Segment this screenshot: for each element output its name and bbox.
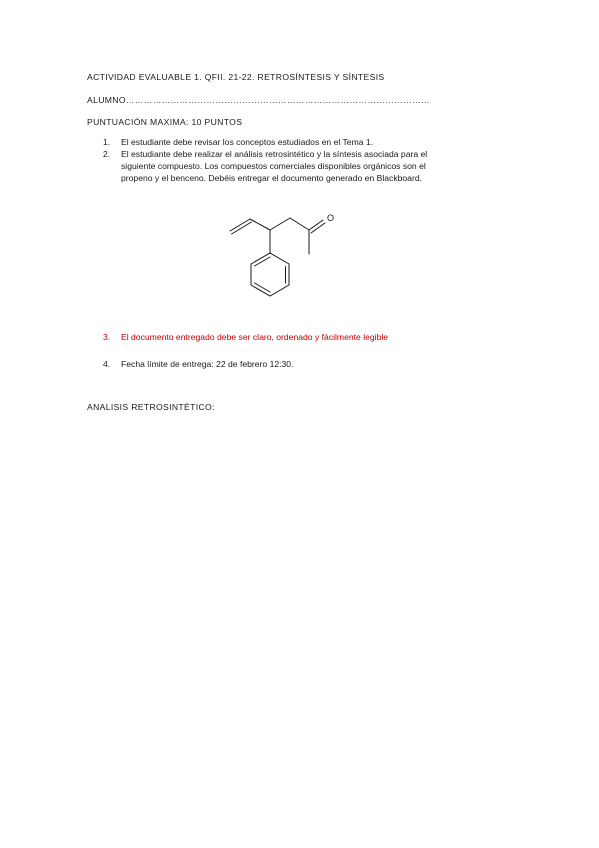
student-name-field: ALUMNO………………………………………………………………………………………… <box>87 95 430 105</box>
list-item-text: El estudiante debe revisar los conceptos estudiados en el Tema 1. <box>121 137 374 147</box>
chain-bond <box>290 218 309 230</box>
list-item-text: Fecha límite de entrega: 22 de febrero 12:30. <box>121 359 294 369</box>
oxygen-atom-label: O <box>327 213 335 223</box>
list-item-text: El estudiante debe realizar el análisis retrosintético y la síntesis asociada para el <box>121 149 428 159</box>
carbonyl-bond-inner <box>311 223 325 233</box>
benzene-inner-bond <box>255 257 271 266</box>
section-heading: ANALISIS RETROSINTÉTICO: <box>87 402 215 412</box>
list-item-text: El documento entregado debe ser claro, ordenado y fácilmente legible <box>121 332 389 342</box>
list-item-number: 4. <box>103 359 111 369</box>
list-item-text: siguiente compuesto. Los compuestos comerciales disponibles orgánicos son el <box>121 161 426 172</box>
list-item-text: propeno y el benceno. Debéis entregar el documento generado en Blackboard. <box>121 173 422 184</box>
benzene-inner-bond <box>255 283 271 292</box>
list-item-number: 3. <box>103 332 111 342</box>
max-score-label: PUNTUACIÓN MAXIMA: 10 PUNTOS <box>87 117 243 127</box>
vinyl-single-bond <box>250 219 270 230</box>
list-item-number: 2. <box>103 149 111 159</box>
document-title: ACTIVIDAD EVALUABLE 1. QFII. 21-22. RETROSÍNTESIS Y SÍNTESIS <box>87 72 385 82</box>
benzene-ring <box>251 253 289 296</box>
list-item-number: 1. <box>103 137 111 147</box>
chemical-structure-diagram <box>220 205 345 305</box>
chain-bond <box>270 218 290 230</box>
carbonyl-bond-outer <box>309 220 323 230</box>
